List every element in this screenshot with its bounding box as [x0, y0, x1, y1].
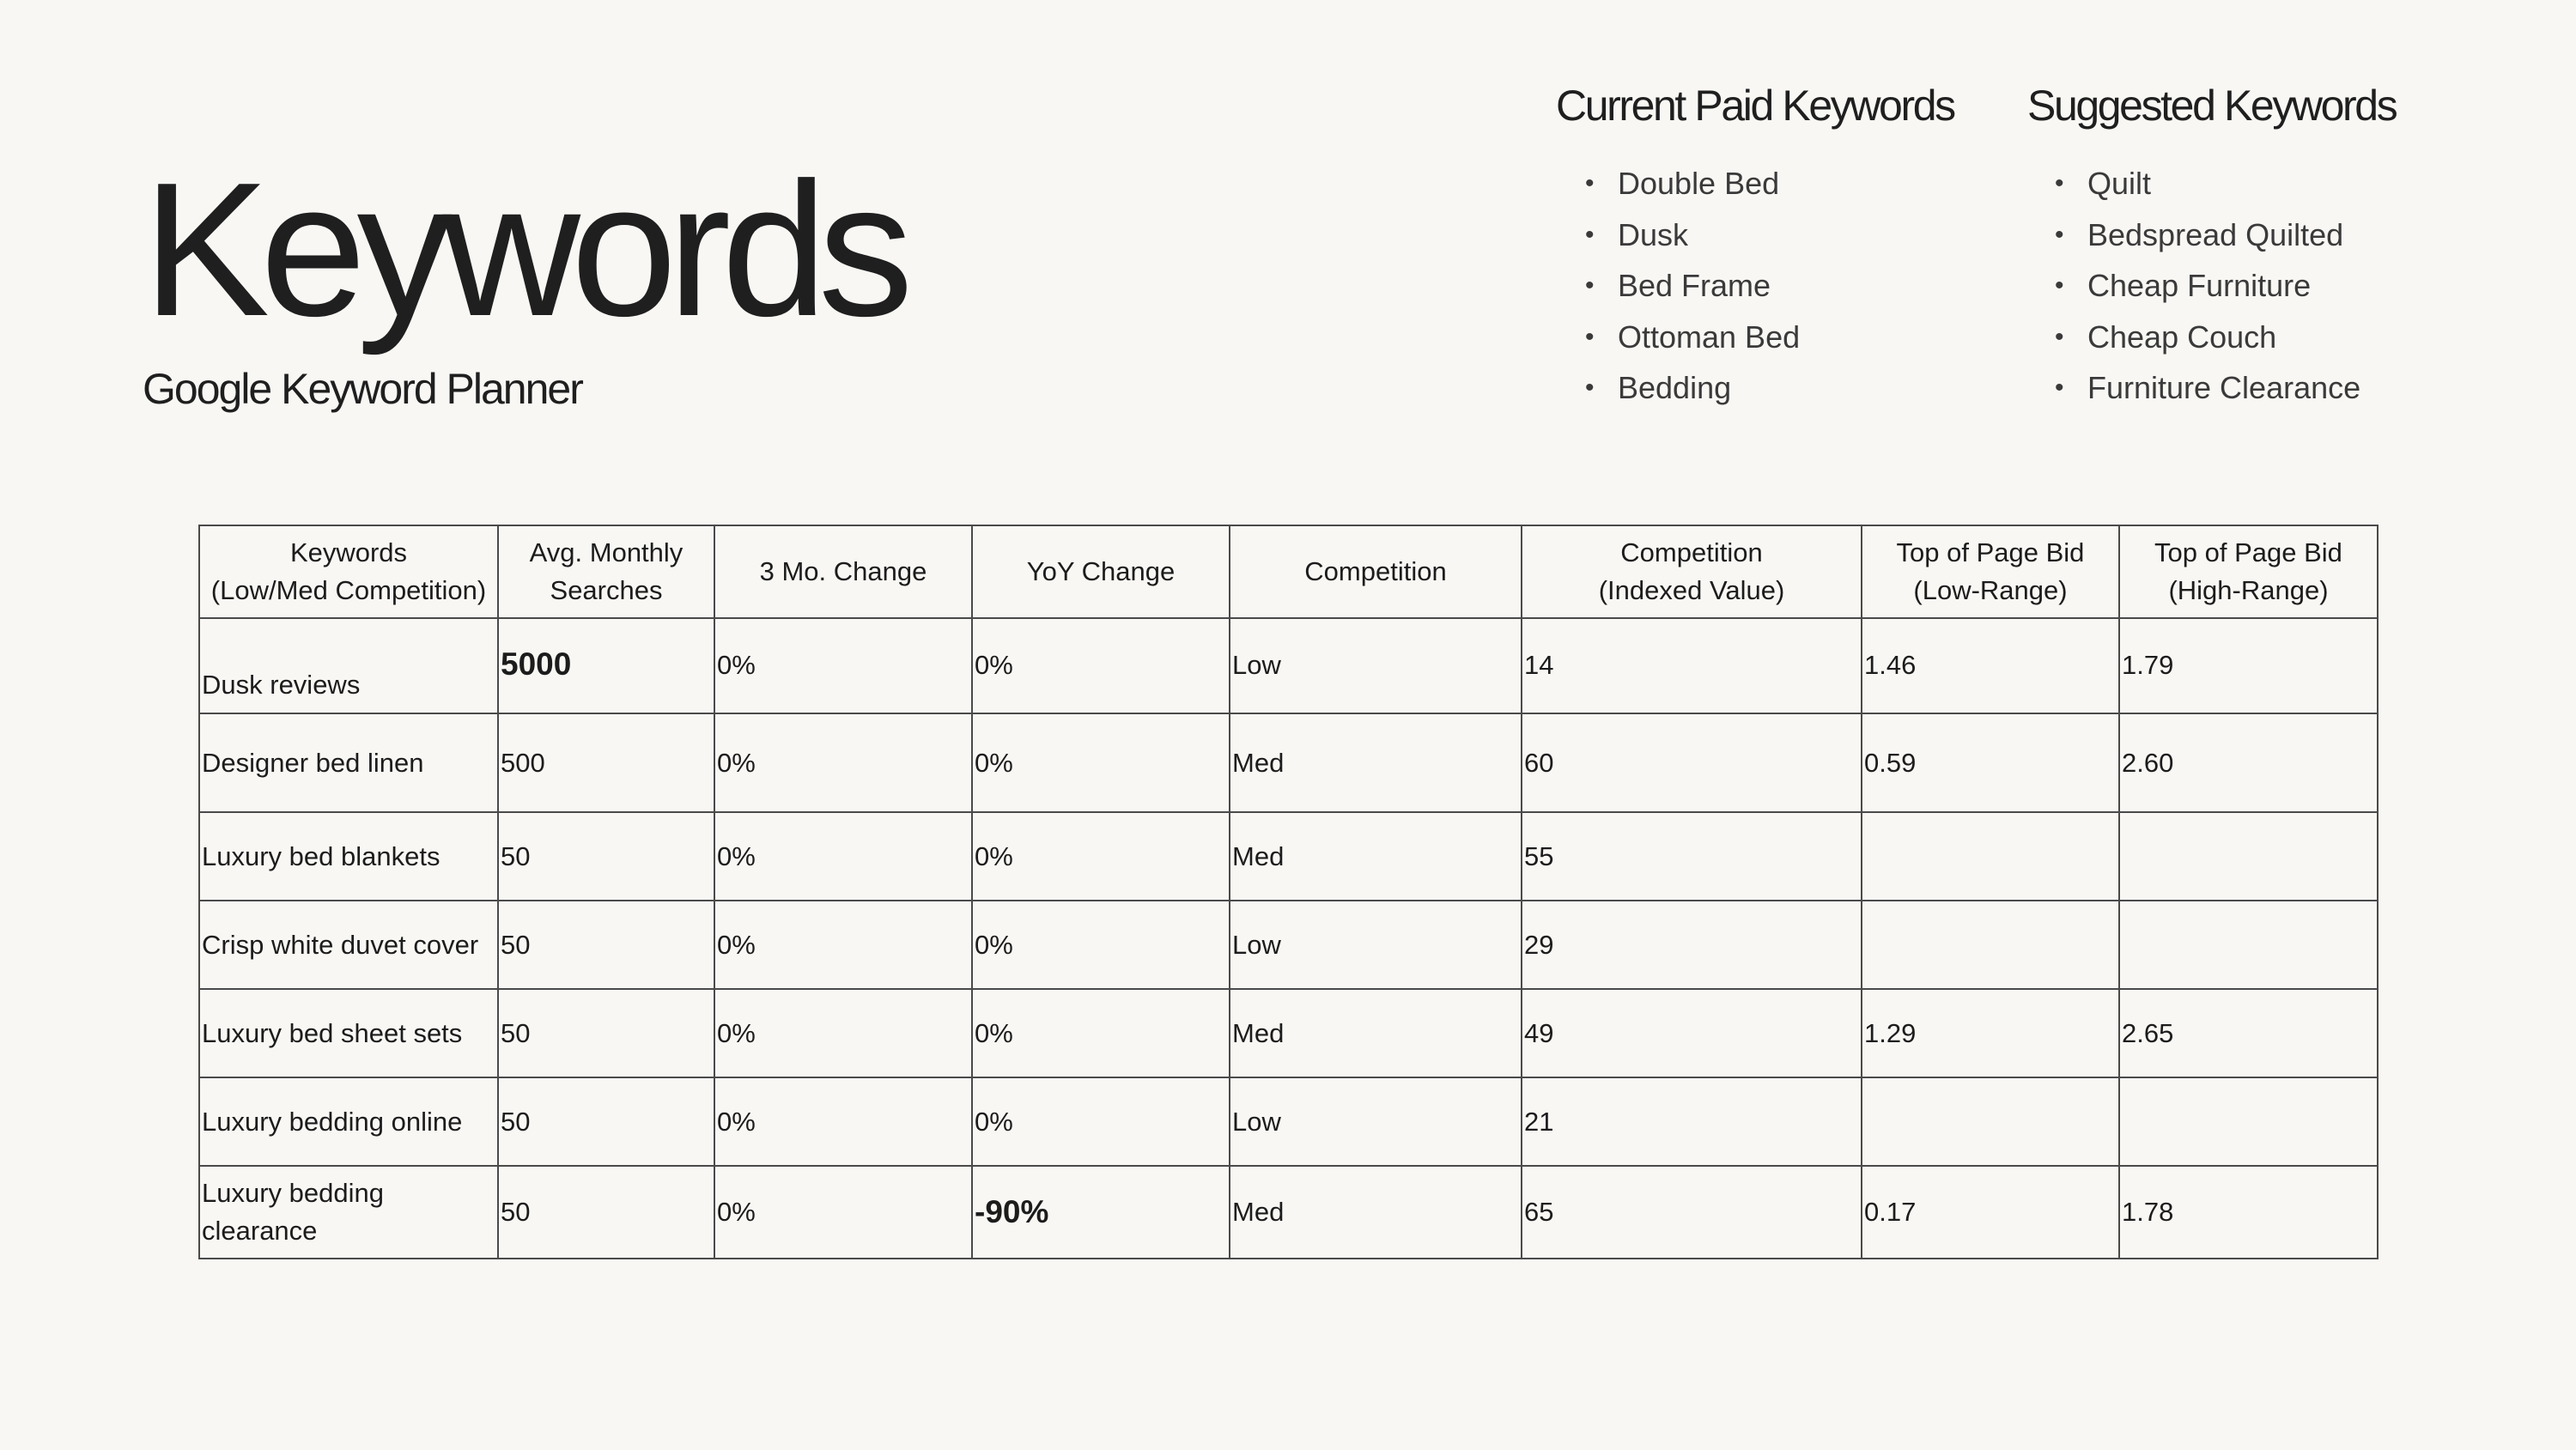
table-cell: Med — [1230, 713, 1522, 812]
table-cell: Luxury bed sheet sets — [199, 989, 498, 1077]
header-keywords: Keywords (Low/Med Competition) — [199, 525, 498, 618]
table-cell: Luxury bedding online — [199, 1077, 498, 1166]
table-cell: Luxury bed blankets — [199, 812, 498, 901]
table-cell: 1.46 — [1862, 618, 2119, 713]
bullet-icon: • — [2055, 220, 2064, 249]
table-cell: 0.59 — [1862, 713, 2119, 812]
table-cell — [1862, 812, 2119, 901]
table-cell: 50 — [498, 901, 714, 989]
bullet-icon: • — [1585, 373, 1595, 402]
table-cell: 0% — [714, 1166, 972, 1259]
table-cell: 0% — [714, 989, 972, 1077]
table-cell — [2119, 901, 2378, 989]
list-item: • Furniture Clearance — [2055, 362, 2396, 414]
table-cell: 29 — [1522, 901, 1862, 989]
header-bid-high: Top of Page Bid (High-Range) — [2119, 525, 2378, 618]
table-cell: 0% — [972, 618, 1230, 713]
table-row — [199, 812, 2378, 901]
current-paid-list — [1585, 158, 1954, 414]
table-cell: 0% — [714, 812, 972, 901]
bullet-icon: • — [1585, 220, 1595, 249]
header-3mo-change: 3 Mo. Change — [714, 525, 972, 618]
table-cell: Designer bed linen — [199, 713, 498, 812]
table-cell: -90% — [972, 1166, 1230, 1259]
table-cell: Med — [1230, 1166, 1522, 1259]
table-cell: 49 — [1522, 989, 1862, 1077]
table-cell: 14 — [1522, 618, 1862, 713]
table-cell: 60 — [1522, 713, 1862, 812]
table-cell: Luxury bedding clearance — [199, 1166, 498, 1259]
table-row — [199, 618, 2378, 713]
table-cell: 0% — [714, 618, 972, 713]
header-bid-low: Top of Page Bid (Low-Range) — [1862, 525, 2119, 618]
table-cell: 50 — [498, 989, 714, 1077]
current-paid-keywords — [1556, 84, 1954, 414]
list-item: • Cheap Couch — [2055, 312, 2396, 363]
list-item: • Bed Frame — [1585, 260, 1954, 312]
table-row — [199, 713, 2378, 812]
list-item: • Bedding — [1585, 362, 1954, 414]
header-competition-indexed: Competition (Indexed Value) — [1522, 525, 1862, 618]
table-cell: 50 — [498, 812, 714, 901]
bullet-icon: • — [1585, 322, 1595, 351]
table-cell — [1862, 901, 2119, 989]
list-item: • Bedspread Quilted — [2055, 209, 2396, 261]
current-paid-heading: Current Paid Keywords — [1556, 82, 1954, 130]
table-cell: 1.78 — [2119, 1166, 2378, 1259]
table-cell: 65 — [1522, 1166, 1862, 1259]
table-cell: 0% — [714, 901, 972, 989]
table-cell: Med — [1230, 812, 1522, 901]
page-title: Keywords — [143, 143, 904, 356]
list-item: • Ottoman Bed — [1585, 312, 1954, 363]
table-header-row — [199, 525, 2378, 618]
table-cell: 0% — [714, 713, 972, 812]
table-cell: Low — [1230, 901, 1522, 989]
table-cell: Dusk reviews — [199, 618, 498, 713]
table-cell: 0% — [972, 989, 1230, 1077]
bullet-icon: • — [2055, 322, 2064, 351]
table-cell: 0% — [972, 901, 1230, 989]
bullet-icon: • — [1585, 169, 1595, 197]
table-cell: 50 — [498, 1077, 714, 1166]
table-cell: 2.65 — [2119, 989, 2378, 1077]
table-cell — [2119, 1077, 2378, 1166]
table-cell: 21 — [1522, 1077, 1862, 1166]
table-cell: Crisp white duvet cover — [199, 901, 498, 989]
list-item: • Cheap Furniture — [2055, 260, 2396, 312]
table-cell: 0% — [714, 1077, 972, 1166]
suggested-list — [2055, 158, 2396, 414]
table-cell: 2.60 — [2119, 713, 2378, 812]
bullet-icon: • — [2055, 373, 2064, 402]
table-cell: 5000 — [498, 618, 714, 713]
table-cell: 50 — [498, 1166, 714, 1259]
table-cell — [1862, 1077, 2119, 1166]
header-competition: Competition — [1230, 525, 1522, 618]
table-cell: 1.79 — [2119, 618, 2378, 713]
table-cell: 0% — [972, 812, 1230, 901]
table-row — [199, 901, 2378, 989]
suggested-keywords — [2027, 84, 2396, 414]
bullet-icon: • — [1585, 271, 1595, 300]
table-cell: 0.17 — [1862, 1166, 2119, 1259]
table-row — [199, 1166, 2378, 1259]
table-cell: 500 — [498, 713, 714, 812]
table-cell: Low — [1230, 1077, 1522, 1166]
list-item: • Quilt — [2055, 158, 2396, 209]
keywords-table — [198, 525, 2379, 1259]
table-cell: Med — [1230, 989, 1522, 1077]
suggested-heading: Suggested Keywords — [2027, 82, 2397, 130]
header-yoy-change: YoY Change — [972, 525, 1230, 618]
bullet-icon: • — [2055, 271, 2064, 300]
table-row — [199, 989, 2378, 1077]
table-cell: 0% — [972, 1077, 1230, 1166]
table-cell: 1.29 — [1862, 989, 2119, 1077]
table-cell — [2119, 812, 2378, 901]
list-item: • Dusk — [1585, 209, 1954, 261]
table-cell: 55 — [1522, 812, 1862, 901]
table-cell: 0% — [972, 713, 1230, 812]
page-subtitle: Google Keyword Planner — [143, 365, 582, 413]
table-row — [199, 1077, 2378, 1166]
list-item: • Double Bed — [1585, 158, 1954, 209]
bullet-icon: • — [2055, 169, 2064, 197]
table-cell: Low — [1230, 618, 1522, 713]
header-avg-monthly-searches: Avg. Monthly Searches — [498, 525, 714, 618]
